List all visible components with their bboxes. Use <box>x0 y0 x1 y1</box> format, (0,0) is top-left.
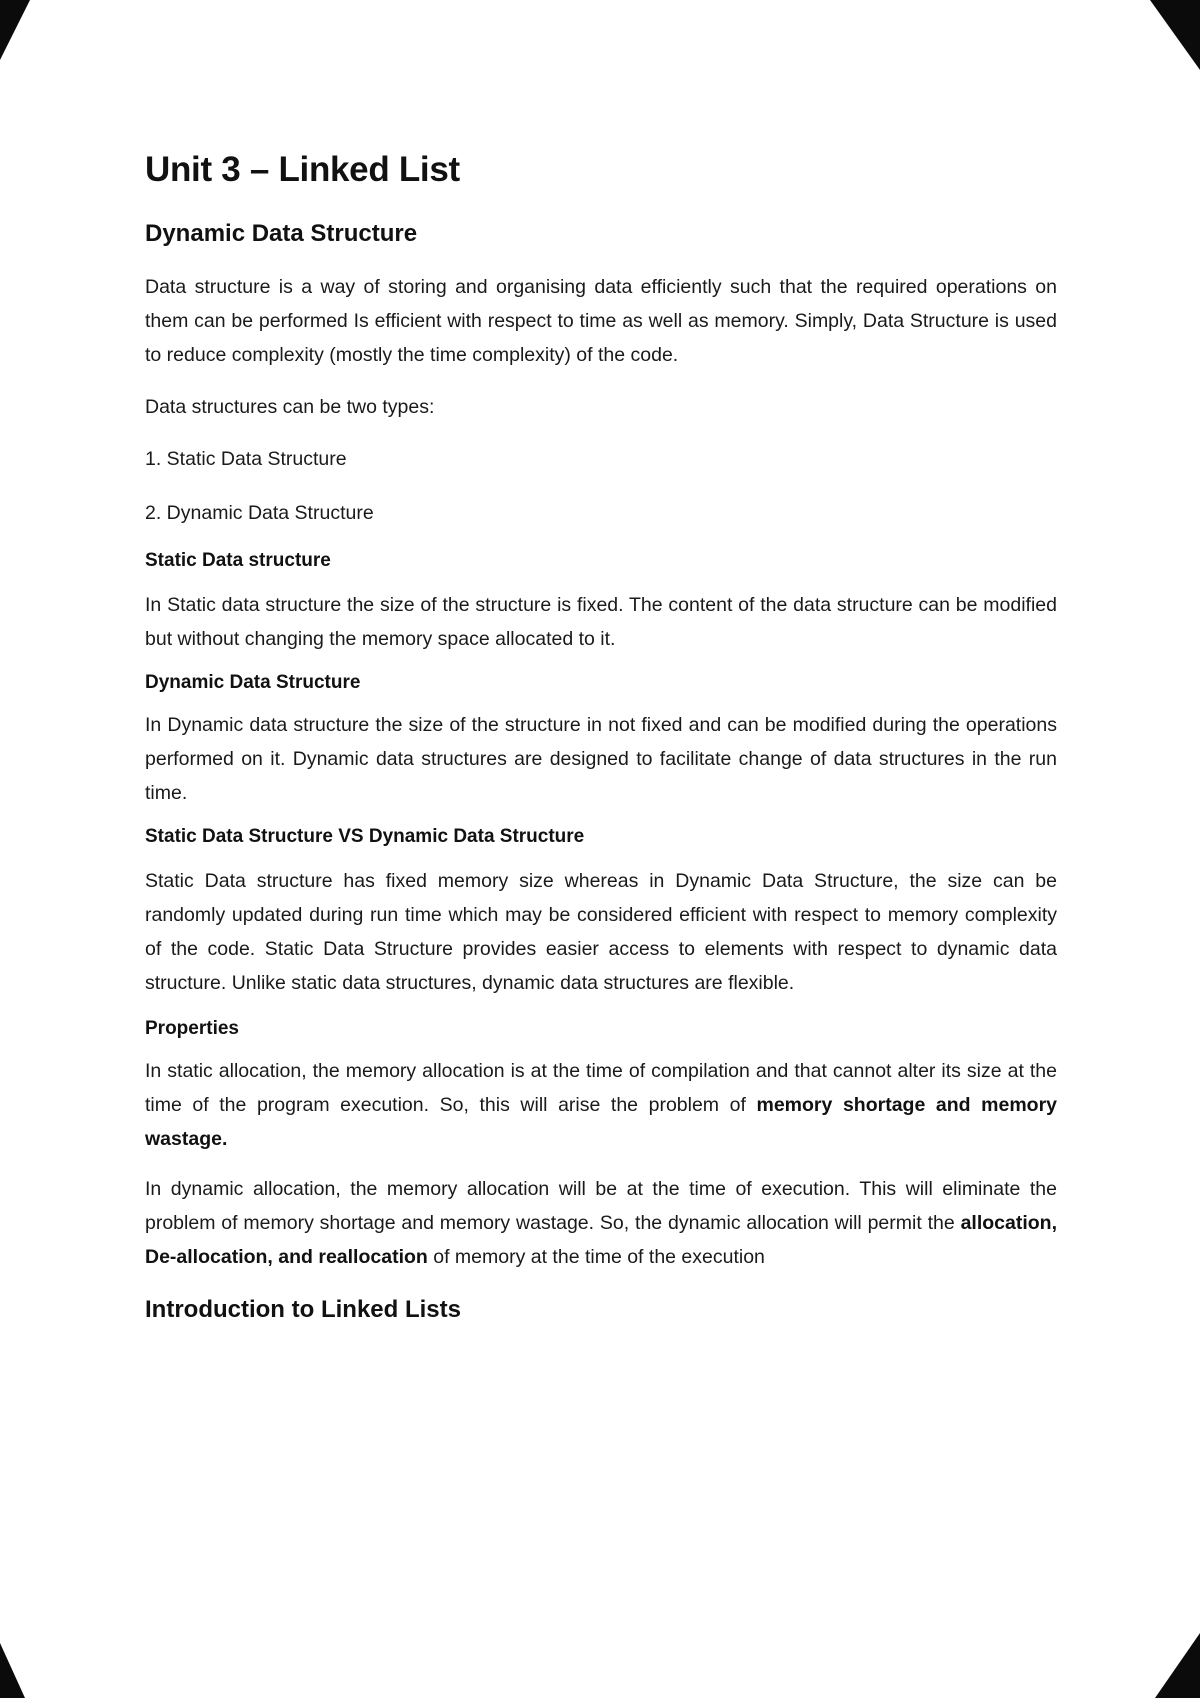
static-heading: Static Data structure <box>145 550 331 571</box>
properties-paragraph-1 <box>145 1054 1057 1156</box>
dynamic-data-structure-heading: Dynamic Data Structure <box>145 220 418 247</box>
properties-p1-bold: memory shortage and memory wastage. <box>145 1094 1058 1150</box>
page-title: Unit 3 – Linked List <box>145 150 460 189</box>
properties-heading: Properties <box>145 1018 239 1039</box>
dynamic-paragraph: In Dynamic data structure the size of the structure in not fixed and can be modified during the operations performed on it. Dynamic data structures are designed to facilitate change of data structures in the run time. <box>145 714 1057 804</box>
list-item-dynamic: 2. Dynamic Data Structure <box>145 502 374 524</box>
properties-p1-text: In static allocation, the memory allocation is at the time of compilation and that cannot alter its size at the time of the program execution. So, this will arise the problem of <box>145 1060 1057 1116</box>
vs-paragraph: Static Data structure has fixed memory size whereas in Dynamic Data Structure, the size can be randomly updated during run time which may be considered efficient with respect to memory complexity of the code. Static Data Structure provides easier access to elements with respect to dynamic data structure. Unlike static data structures, dynamic data structures are flexible. <box>145 870 1057 994</box>
scan-corner-bottom-right <box>1155 1633 1200 1698</box>
properties-p2-bold: allocation, De-allocation, and reallocation <box>145 1212 1057 1268</box>
properties-paragraph-2 <box>145 1172 1057 1274</box>
linked-lists-heading: Introduction to Linked Lists <box>145 1296 461 1323</box>
scan-corner-bottom-left <box>0 1643 25 1698</box>
vs-heading: Static Data Structure VS Dynamic Data Structure <box>145 826 585 847</box>
static-paragraph: In Static data structure the size of the structure is fixed. The content of the data structure can be modified but without changing the memory space allocated to it. <box>145 594 1057 650</box>
list-item-static: 1. Static Data Structure <box>145 448 347 470</box>
scan-corner-top-left <box>0 0 30 60</box>
properties-p2-text-end: of memory at the time of the execution <box>433 1246 765 1268</box>
types-intro: Data structures can be two types: <box>145 396 435 418</box>
dynamic-heading: Dynamic Data Structure <box>145 672 361 693</box>
document-body <box>145 140 1057 1324</box>
properties-p2-text-start: In dynamic allocation, the memory allocation will be at the time of execution. This will eliminate the problem of memory shortage and memory wastage. So, the dynamic allocation will permit the <box>145 1178 1057 1234</box>
scan-corner-top-right <box>1150 0 1200 70</box>
intro-paragraph: Data structure is a way of storing and organising data efficiently such that the required operations on them can be performed Is efficient with respect to time as well as memory. Simply, Data Structure is used to reduce complexity (mostly the time complexity) of the code. <box>145 276 1057 366</box>
